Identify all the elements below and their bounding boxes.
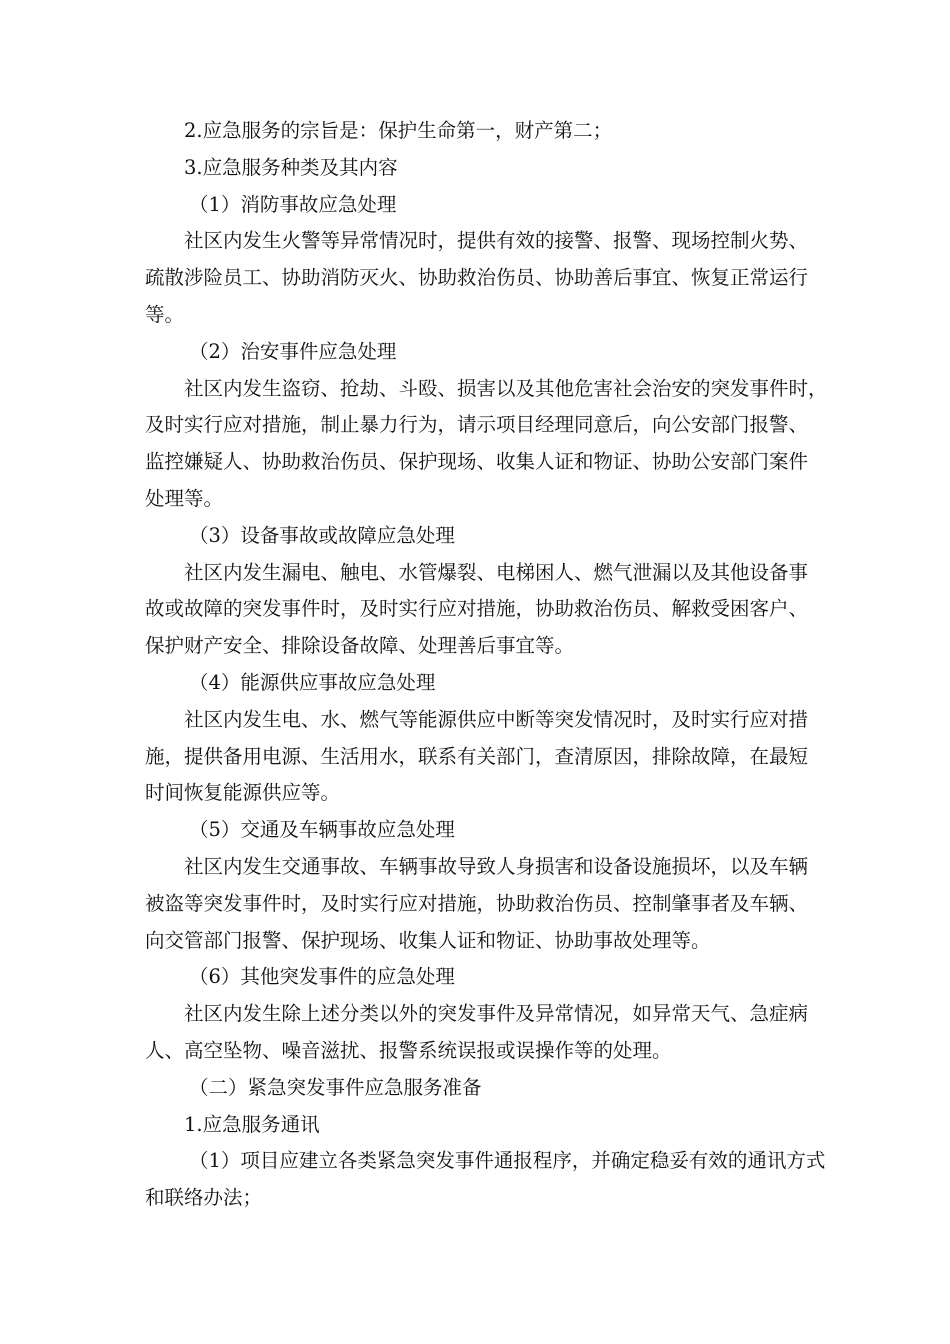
text-line: （2）治安事件应急处理 [189,339,397,363]
document-body [145,113,828,1217]
text-line: 3.应急服务种类及其内容 [184,155,398,179]
text-line: 2.应急服务的宗旨是：保护生命第一，财产第二； [184,119,613,142]
text-line: 处理等。 [145,486,224,510]
text-line: （二）紧急突发事件应急服务准备 [189,1075,482,1099]
text-line: 1.应急服务通讯 [184,1112,320,1136]
text-line: 故或故障的突发事件时，及时实行应对措施，协助救治伤员、解救受困客户、 [145,597,809,621]
text-line: （1）项目应建立各类紧急突发事件通报程序，并确定稳妥有效的通讯方式 [189,1149,826,1173]
text-line: 等。 [145,302,185,326]
text-line: 社区内发生漏电、触电、水管爆裂、电梯困人、燃气泄漏以及其他设备事 [184,560,809,584]
text-line: 向交管部门报警、保护现场、收集人证和物证、协助事故处理等。 [145,928,711,952]
text-line: 社区内发生除上述分类以外的突发事件及异常情况，如异常天气、急症病 [184,1002,809,1026]
text-line: （6）其他突发事件的应急处理 [189,965,455,989]
text-line: 时间恢复能源供应等。 [145,781,341,805]
text-line: （5）交通及车辆事故应急处理 [189,818,455,842]
text-line: 监控嫌疑人、协助救治伤员、保护现场、收集人证和物证、协助公安部门案件 [145,450,809,474]
text-line: 保护财产安全、排除设备故障、处理善后事宜等。 [145,634,575,658]
text-line: （3）设备事故或故障应急处理 [189,523,455,547]
text-line: 人、高空坠物、噪音滋扰、报警系统误报或误操作等的处理。 [145,1038,672,1062]
text-line: 及时实行应对措施，制止暴力行为，请示项目经理同意后，向公安部门报警、 [145,413,809,437]
text-line: 疏散涉险员工、协助消防灭火、协助救治伤员、协助善后事宜、恢复正常运行 [145,266,809,290]
text-line: 施，提供备用电源、生活用水，联系有关部门，查清原因，排除故障，在最短 [145,744,809,768]
text-line: 和联络办法； [145,1186,263,1210]
text-line: 社区内发生电、水、燃气等能源供应中断等突发情况时，及时实行应对措 [184,707,809,731]
text-line: （4）能源供应事故应急处理 [189,670,436,694]
text-line: 社区内发生火警等异常情况时，提供有效的接警、报警、现场控制火势、 [184,229,809,253]
text-line: （1）消防事故应急处理 [189,192,397,216]
text-line: 被盗等突发事件时，及时实行应对措施，协助救治伤员、控制肇事者及车辆、 [145,891,809,915]
text-line: 社区内发生盗窃、抢劫、斗殴、损害以及其他危害社会治安的突发事件时， [184,376,828,400]
text-line: 社区内发生交通事故、车辆事故导致人身损害和设备设施损坏，以及车辆 [184,854,809,878]
